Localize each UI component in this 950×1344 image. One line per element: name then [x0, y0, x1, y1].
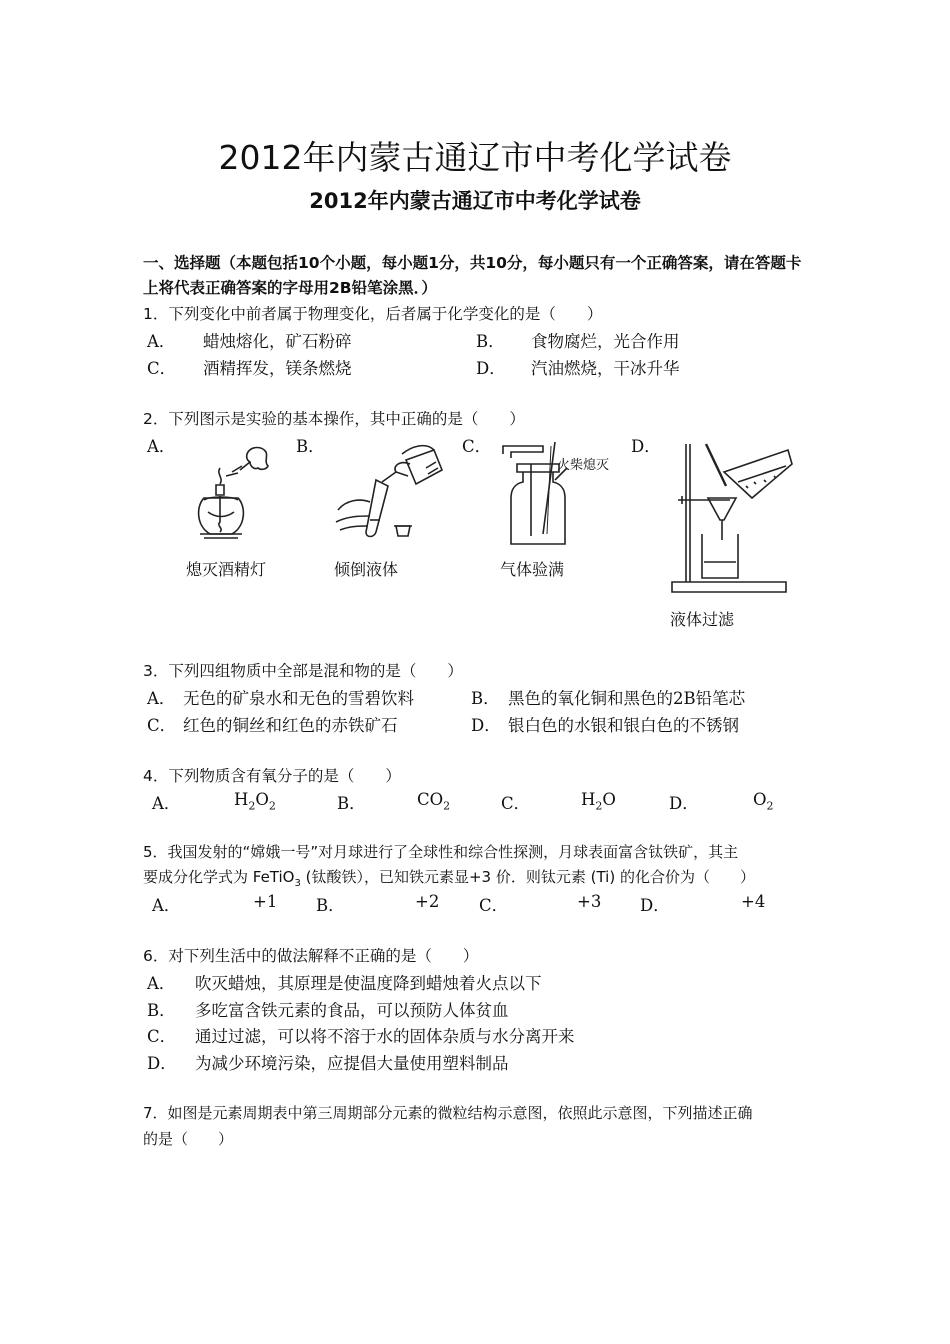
q6-stem: 6．对下列生活中的做法解释不正确的是（ ） [143, 947, 479, 965]
page-title: 2012年内蒙古通辽市中考化学试卷 [218, 138, 732, 177]
q5-line2-sub: 3 [294, 878, 301, 889]
q6-option-d-text: 为减少环境污染，应提倡大量使用塑料制品 [195, 1054, 509, 1073]
q2-letter-b: B． [296, 437, 325, 456]
q1-option-a-text: 蜡烛熔化，矿石粉碎 [203, 332, 352, 351]
q4-option-c-formula [581, 790, 616, 812]
q2-letter-d: D． [631, 437, 661, 456]
q3-option-c-letter: C． [147, 716, 177, 735]
q2-letter-c: C． [462, 437, 492, 456]
q1-option-d-letter: D． [476, 359, 506, 378]
caption-gas-test: 气体验满 [500, 560, 565, 579]
figure-pouring-liquid [330, 440, 450, 550]
q5-option-b-letter: B． [316, 896, 345, 915]
q7-line2: 的是（ ） [143, 1130, 234, 1148]
caption-filtration: 液体过滤 [670, 610, 735, 629]
q3-option-b-letter: B． [471, 689, 500, 708]
match-extinguished-label: 火柴熄灭 [557, 458, 610, 473]
figure-alcohol-lamp-blow [180, 440, 290, 550]
figure-filtration [668, 436, 794, 598]
q4-option-b-letter: B． [337, 794, 366, 813]
q1-option-d-text: 汽油燃烧，干冰升华 [531, 359, 680, 378]
q6-option-b-letter: B． [147, 1001, 176, 1020]
q5-line2-pre: 要成分化学式为 FeTiO [143, 868, 295, 886]
q2-stem: 2．下列图示是实验的基本操作，其中正确的是（ ） [143, 410, 525, 428]
q1-option-c-letter: C． [147, 359, 177, 378]
q6-option-d-letter: D． [147, 1054, 177, 1073]
q4-a-base2: O [255, 790, 269, 809]
q4-option-d-letter: D． [669, 794, 699, 813]
q5-option-d-value: +4 [741, 892, 766, 911]
q4-option-a-letter: A． [152, 794, 181, 813]
q4-a-base1: H [234, 790, 249, 809]
q5-option-a-letter: A． [152, 896, 181, 915]
page-subtitle: 2012年内蒙古通辽市中考化学试卷 [309, 189, 641, 213]
q4-option-c-letter: C． [501, 794, 531, 813]
q4-b-sub1: 2 [443, 799, 451, 813]
q4-stem: 4．下列物质含有氧分子的是（ ） [143, 767, 401, 785]
q4-option-a-formula [234, 790, 276, 812]
q5-option-c-value: +3 [577, 892, 602, 911]
q4-b-base1: CO [417, 790, 444, 809]
q6-option-c-text: 通过过滤，可以将不溶于水的固体杂质与水分离开来 [195, 1027, 575, 1046]
q4-d-base1: O [753, 790, 767, 809]
caption-alcohol-lamp: 熄灭酒精灯 [186, 560, 267, 579]
q3-option-c-text: 红色的铜丝和红色的赤铁矿石 [183, 716, 398, 735]
q6-option-a-letter: A． [147, 974, 176, 993]
q5-line2-post: (钛酸铁），已知铁元素显+3 价．则钛元素 (Ti) 的化合价为（ ） [300, 868, 755, 886]
q4-c-sub1: 2 [595, 799, 603, 813]
q4-option-d-formula [753, 790, 774, 812]
q5-option-d-letter: D． [640, 896, 670, 915]
q3-option-d-letter: D． [471, 716, 501, 735]
q5-option-a-value: +1 [253, 892, 278, 911]
q3-option-b-text: 黑色的氧化铜和黑色的2B铅笔芯 [508, 689, 746, 708]
q4-d-sub1: 2 [766, 799, 774, 813]
q7-line1: 7．如图是元素周期表中第三周期部分元素的微粒结构示意图，依照此示意图，下列描述正确 [143, 1104, 753, 1122]
q3-option-d-text: 银白色的水银和银白色的不锈钢 [508, 716, 739, 735]
q5-option-c-letter: C． [479, 896, 509, 915]
q5-line1: 5．我国发射的“嫦娥一号”对月球进行了全球性和综合性探测，月球表面富含钛铁矿，其主 [143, 843, 739, 861]
q6-option-a-text: 吹灭蜡烛，其原理是使温度降到蜡烛着火点以下 [195, 974, 542, 993]
q4-a-sub2: 2 [268, 799, 276, 813]
section-heading: 一、选择题（本题包括10个小题，每小题1分，共10分，每小题只有一个正确答案，请在答题卡上将代表正确答案的字母用2B铅笔涂黑．） [143, 254, 802, 297]
q6-option-c-letter: C． [147, 1027, 177, 1046]
q3-option-a-letter: A． [147, 689, 176, 708]
q1-option-a-letter: A． [147, 332, 176, 351]
q4-a-sub1: 2 [248, 799, 256, 813]
q1-option-b-letter: B． [476, 332, 505, 351]
q1-option-b-text: 食物腐烂，光合作用 [531, 332, 680, 351]
q1-option-c-text: 酒精挥发，镁条燃烧 [203, 359, 352, 378]
q4-c-base2: O [602, 790, 616, 809]
q3-option-a-text: 无色的矿泉水和无色的雪碧饮料 [183, 689, 414, 708]
q4-option-b-formula [417, 790, 450, 812]
q2-letter-a: A． [147, 437, 176, 456]
q5-option-b-value: +2 [415, 892, 440, 911]
q3-stem: 3．下列四组物质中全部是混和物的是（ ） [143, 662, 463, 680]
caption-pour-liquid: 倾倒液体 [334, 560, 399, 579]
q6-option-b-text: 多吃富含铁元素的食品，可以预防人体贫血 [195, 1001, 509, 1020]
q5-line2 [143, 866, 755, 889]
q1-stem: 1．下列变化中前者属于物理变化，后者属于化学变化的是（ ） [143, 305, 603, 323]
q4-c-base1: H [581, 790, 596, 809]
